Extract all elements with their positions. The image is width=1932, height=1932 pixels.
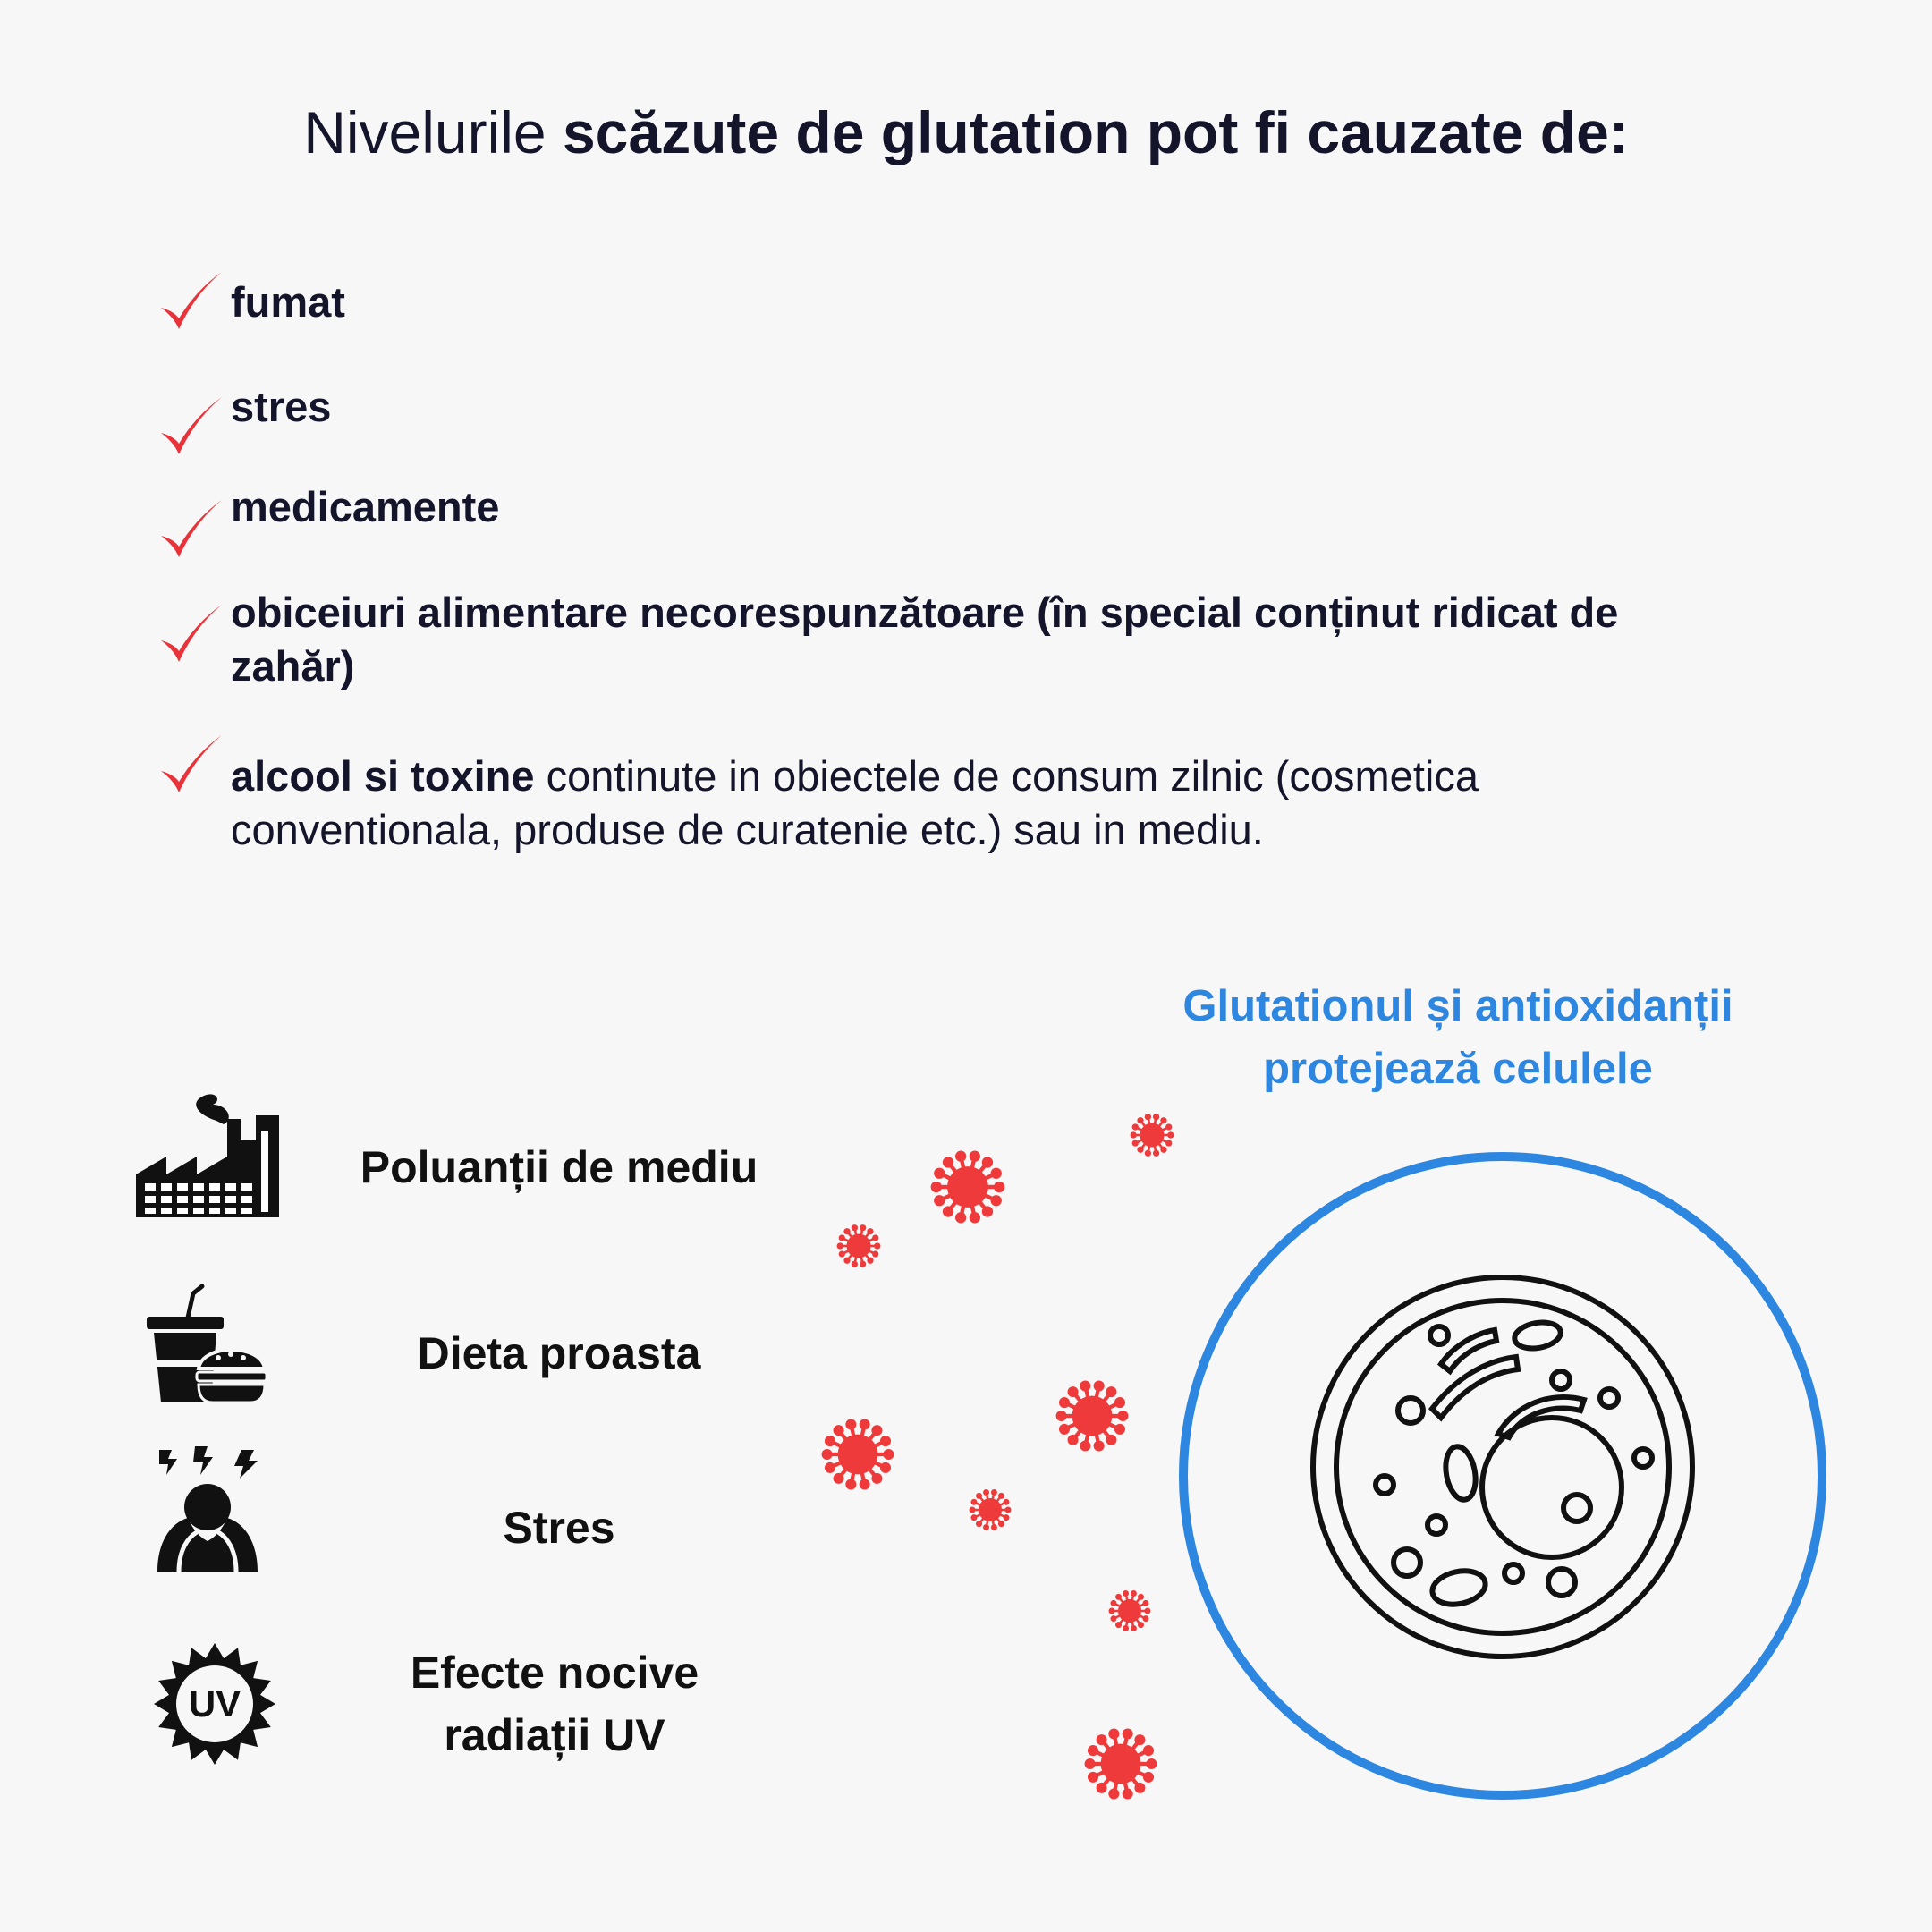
protection-title: Glutationul și antioxidanții protejează celulele	[1182, 982, 1733, 1093]
virus-icon	[1107, 1589, 1152, 1633]
uv-sun-icon	[152, 1641, 277, 1767]
title-normal: Nivelurile	[303, 99, 547, 165]
check-mark-icon	[157, 496, 225, 564]
uv-badge-text: UV	[188, 1682, 242, 1724]
cause-text: fumat	[231, 278, 345, 326]
cause-text: obiceiuri alimentare necorespunzătoare (în special conținut ridicat de zahăr)	[231, 589, 1619, 690]
check-mark-icon	[157, 268, 225, 336]
factor-label-stress: Stres	[503, 1503, 615, 1553]
protection-ring	[1183, 1157, 1822, 1795]
virus-icon	[1129, 1112, 1175, 1158]
fast-food-icon	[143, 1279, 268, 1409]
cause-text: stres	[231, 383, 332, 430]
cause-text: medicamente	[231, 483, 500, 530]
page-title	[0, 97, 1932, 168]
factory-icon	[134, 1078, 282, 1221]
virus-icon	[1054, 1377, 1131, 1454]
factor-label-pollutants: Poluanții de mediu	[360, 1142, 758, 1192]
virus-icon	[1082, 1725, 1159, 1802]
virus-icon	[835, 1223, 882, 1269]
factor-label-diet: Dieta proasta	[417, 1328, 701, 1378]
title-bold: scăzute de glutation pot fi cauzate de:	[562, 99, 1629, 165]
virus-icon	[819, 1416, 896, 1493]
cause-text: alcool si toxine continute in obiectele de consum zilnic (cosmetica conventionala, produse de curatenie etc.) sau in mediu.	[231, 752, 1479, 853]
check-mark-icon	[157, 394, 225, 462]
factor-label-uv: Efecte nocive radiații UV	[410, 1648, 699, 1760]
virus-icon	[928, 1148, 1007, 1226]
check-mark-icon	[157, 601, 225, 669]
cell-icon	[1176, 1149, 1829, 1802]
stress-icon	[152, 1445, 264, 1574]
check-mark-icon	[157, 732, 225, 800]
virus-icon	[968, 1487, 1013, 1532]
